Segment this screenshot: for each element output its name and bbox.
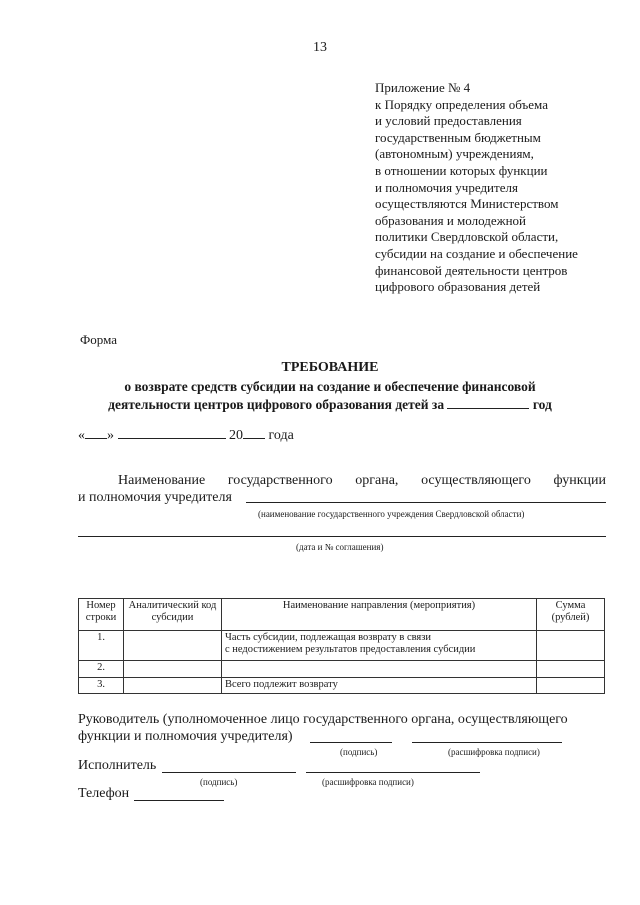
document-subtitle: о возврате средств субсидии на создание и обеспечение финансовой [124,379,536,394]
appendix-line: и полномочия учредителя [375,179,518,195]
direction-text: с недостижением результатов предоставления субсидии [225,644,476,655]
paragraph-line-2 [78,489,606,506]
sum-cell[interactable] [537,678,605,694]
direction-cell [222,631,537,661]
appendix-line: в отношении которых функции [375,162,548,178]
phone-label: Телефон [78,786,130,801]
document-title: ТРЕБОВАНИЕ [281,360,379,375]
code-cell[interactable] [124,678,222,694]
appendix-line: финансовой деятельности центров [375,262,568,278]
appendix-block [375,80,615,296]
appendix-line: к Порядку определения объема [375,96,548,112]
year-digits-blank[interactable] [243,426,265,439]
phone-field[interactable] [134,800,224,801]
date-line [78,426,294,444]
close-quote: » [107,428,114,443]
agreement-field[interactable] [78,536,606,537]
caption-decoding: (расшифровка подписи) [448,747,540,757]
row-number-cell: 2. [79,661,124,678]
caption-decoding-2: (расшифровка подписи) [322,777,414,787]
executor-label: Исполнитель [78,758,157,773]
appendix-line: субсидии на создание и обеспечение [375,245,578,261]
header-sum: Сумма (рублей) [537,599,605,631]
caption-agreement: (дата и № соглашения) [296,542,384,552]
year-blank[interactable] [447,396,529,409]
executor-decoding-field[interactable] [306,772,480,773]
page-number: 13 [313,40,327,55]
head-line-2: функции и полномочия учредителя) [78,729,293,744]
caption-signature: (подпись) [340,747,378,757]
head-decoding-field[interactable] [412,742,562,743]
head-line-1: Руководитель (уполномоченное лицо государственного органа, осуществляющего [78,712,568,727]
table-row [79,631,605,661]
refund-table [78,598,605,694]
head-signature-field[interactable] [310,742,392,743]
appendix-line: Приложение № 4 [375,80,471,95]
header-row-number: Номер строки [79,599,124,631]
paragraph-line-1: Наименование государственного органа, осуществляющего функции [118,473,606,488]
day-blank[interactable] [85,426,107,439]
open-quote: « [78,428,85,443]
code-cell[interactable] [124,631,222,661]
executor-signature-field[interactable] [162,772,296,773]
year-suffix: года [268,428,294,443]
appendix-line: политики Свердловской области, [375,229,559,245]
table-header-row [79,599,605,631]
appendix-line: (автономным) учреждениям, [375,146,534,162]
direction-cell[interactable] [222,661,537,678]
institution-field[interactable] [246,502,606,503]
appendix-line: государственным бюджетным [375,129,541,145]
code-cell[interactable] [124,661,222,678]
row-number-cell: 1. [79,631,124,661]
subtitle-suffix: год [532,397,552,412]
year-prefix: 20 [229,428,243,443]
table-row [79,661,605,678]
appendix-line: осуществляются Министерством [375,196,559,212]
table-row [79,678,605,694]
caption-signature-2: (подпись) [200,777,238,787]
sum-cell[interactable] [537,661,605,678]
appendix-line: образования и молодежной [375,212,526,228]
appendix-line: и условий предоставления [375,113,522,129]
subtitle-prefix: деятельности центров цифрового образования детей за [108,397,445,412]
header-direction: Наименование направления (мероприятия) [222,599,537,631]
direction-cell: Всего подлежит возврату [222,678,537,694]
header-analytic-code: Аналитический код субсидии [124,599,222,631]
form-label: Форма [80,332,117,347]
founder-label: и полномочия учредителя [78,490,232,505]
caption-institution: (наименование государственного учреждения Свердловской области) [258,509,525,519]
document-subtitle-year [60,396,600,413]
founder-paragraph [78,472,606,506]
direction-text: Часть субсидии, подлежащая возврату в связи [225,632,432,643]
month-blank[interactable] [118,426,226,439]
sum-cell[interactable] [537,631,605,661]
row-number-cell: 3. [79,678,124,694]
appendix-line: цифрового образования детей [375,279,541,295]
